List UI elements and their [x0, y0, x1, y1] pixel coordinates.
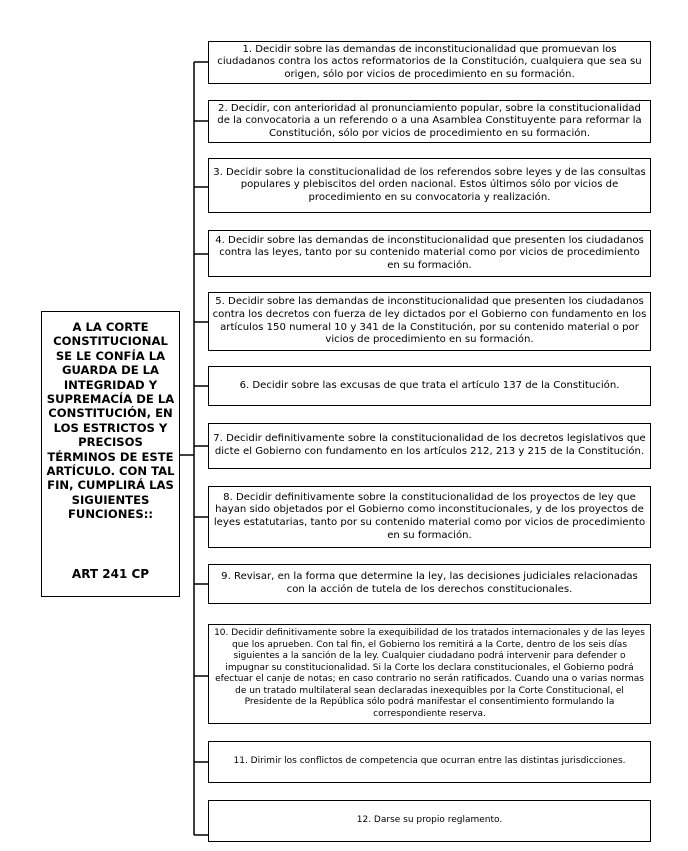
function-box-2 — [208, 100, 651, 143]
function-text-10: 10. Decidir definitivamente sobre la exequibilidad de los tratados internacionales y de las leyes que los aprueben. Con tal fin, el Gobierno los remitirá a la Corte, dentro de los seis días siguientes a la sanción de la ley. Cualquier ciudadano podrá intervenir para defender o impugnar su constitucionalidad. Si la Corte los declara constitucionales, el Gobierno podrá efectuar el canje de notas; en caso contrario no serán ratificados. Cuando una o varias normas de un tratado multilateral sean declaradas inexequibles por la Corte Constitucional, el Presidente de la República sólo podrá manifestar el consentimiento formulando la correspondiente reserva. — [214, 628, 645, 719]
function-box-12 — [208, 800, 651, 842]
function-text-2: 2. Decidir, con anterioridad al pronunciamiento popular, sobre la constitucionalidad de la convocatoria a un referendo o a una Asamblea Constituyente para reformar la Constitución, sólo por vicios de procedimiento en su formación. — [217, 102, 642, 139]
function-box-4 — [208, 230, 651, 277]
function-box-6 — [208, 366, 651, 406]
function-text-9: 9. Revisar, en la forma que determine la ley, las decisiones judiciales relacionadas con la acción de tutela de los derechos constitucionales. — [221, 571, 638, 595]
article-reference: ART 241 CP — [71, 567, 150, 581]
function-box-5 — [208, 292, 651, 351]
function-text-6: 6. Decidir sobre las excusas de que trata el artículo 137 de la Constitución. — [239, 379, 620, 391]
main-concept-box — [41, 311, 180, 597]
main-concept-text: A LA CORTE CONSTITUCIONAL SE LE CONFÍA LA GUARDA DE LA INTEGRIDAD Y SUPREMACÍA DE LA CONSTITUCIÓN, EN LOS ESTRICTOS Y PRECISOS TÉRMINOS DE ESTE ARTÍCULO. CON TAL FIN, CUMPLIRÁ LAS SIGUIENTES FUNCIONES:: — [46, 320, 175, 522]
function-text-11: 11. Dirimir los conflictos de competencia que ocurran entre las distintas jurisdicciones. — [233, 756, 626, 767]
function-text-4: 4. Decidir sobre las demandas de inconstitucionalidad que presenten los ciudadanos contra las leyes, tanto por su contenido material como por vicios de procedimiento en su formación. — [215, 234, 644, 271]
function-text-5: 5. Decidir sobre las demandas de inconstitucionalidad que presenten los ciudadanos contra los decretos con fuerza de ley dictados por el Gobierno con fundamento en los artículos 150 numeral 10 y 341 de la Constitución, por su contenido material o por vicios de procedimiento en su formación. — [212, 296, 647, 346]
function-box-9 — [208, 564, 651, 604]
function-text-3: 3. Decidir sobre la constitucionalidad de los referendos sobre leyes y de las consultas populares y plebiscitos del orden nacional. Estos últimos sólo por vicios de procedimiento en su convocatoria y realización. — [213, 166, 646, 203]
function-box-7 — [208, 423, 651, 469]
function-box-11 — [208, 741, 651, 783]
function-text-8: 8. Decidir definitivamente sobre la constitucionalidad de los proyectos de ley que hayan sido objetados por el Gobierno como inconstitucionales, y de los proyectos de leyes estatutarias, tanto por su contenido material como por vicios de procedimiento en su formación. — [213, 491, 646, 541]
function-box-3 — [208, 158, 651, 213]
function-text-12: 12. Darse su propio reglamento. — [356, 815, 503, 826]
function-box-8 — [208, 486, 651, 548]
function-text-7: 7. Decidir definitivamente sobre la constitucionalidad de los decretos legislativos que dicte el Gobierno con fundamento en los artículos 212, 213 y 215 de la Constitución. — [213, 433, 646, 457]
function-text-1: 1. Decidir sobre las demandas de inconstitucionalidad que promuevan los ciudadanos contra los actos reformatorios de la Constitución, cualquiera que sea su origen, sólo por vicios de procedimiento en su formación. — [217, 43, 642, 80]
function-box-1 — [208, 41, 651, 84]
function-box-10 — [208, 624, 651, 724]
